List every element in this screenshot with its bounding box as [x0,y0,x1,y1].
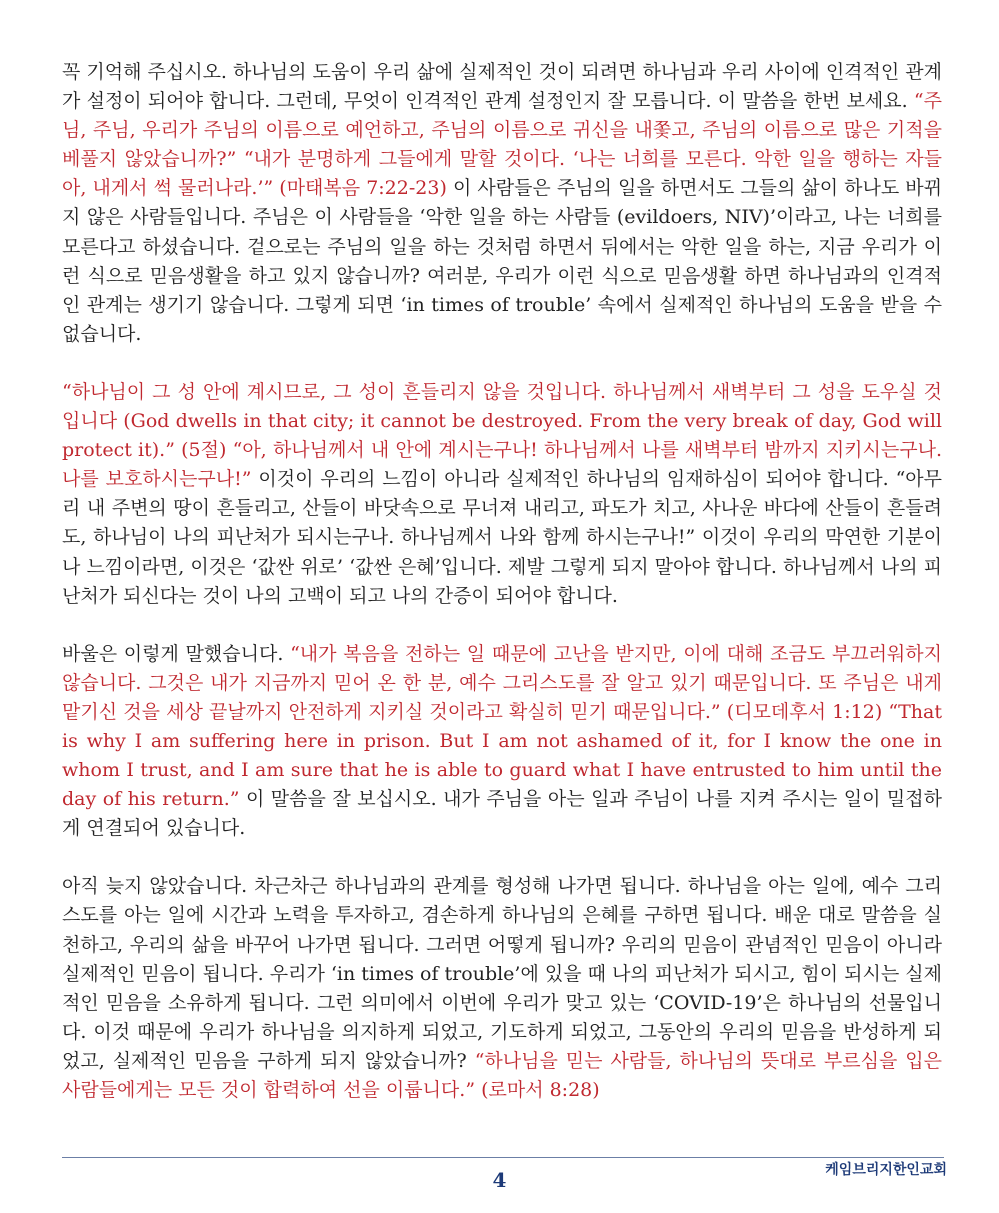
scripture-quote: “하나님이 그 성 안에 계시므로, 그 성이 흔들리지 않을 것입니다. 하나님께서 새벽부터 그 성을 도우실 것입니다 (God dwells in that city; it cannot be destroyed. From the very break of day, God will protect it).” (5절) “아, 하나님께서 내 안에 계시는구나! 하나님께서 나를 새벽부터 밤까지 지키시는구나. 나를 보호하시는구나!” [62,380,942,491]
church-name: 케임브리지한인교회 [825,1162,947,1178]
body-text: 꼭 기억해 주십시오. 하나님의 도움이 우리 삶에 실제적인 것이 되려면 하나님과 우리 사이에 인격적인 관계가 설정이 되어야 합니다. 그런데, 무엇이 인격적인 관계 설정인지 잘 모릅니다. 이 말씀을 한번 보세요. [62,61,942,113]
scripture-quote: “주님, 주님, 우리가 주님의 이름으로 예언하고, 주님의 이름으로 귀신을 내쫓고, 주님의 이름으로 많은 기적을 베풀지 않았습니까?” “내가 분명하게 그들에게 말할 것이다. ‘나는 너희를 모른다. 악한 일을 행하는 자들아, 내게서 썩 물러나라.’” (마태복음 7:22-23) [62,90,942,200]
body-text: 이 말씀을 잘 보십시오. 내가 주님을 아는 일과 주님이 나를 지켜 주시는 일이 밀접하게 연결되어 있습니다. [62,788,942,840]
body-text: 아직 늦지 않았습니다. 차근차근 하나님과의 관계를 형성해 나가면 됩니다. 하나님을 아는 일에, 예수 그리스도를 아는 일에 시간과 노력을 투자하고, 겸손하게 하나님의 은혜를 구하면 됩니다. 배운 대로 말씀을 실천하고, 우리의 삶을 바꾸어 나가면 됩니다. 그러면 어떻게 됩니까? 우리의 믿음이 관념적인 믿음이 아니라 실제적인 믿음이 됩니다. 우리가 ‘in times of trouble’에 있을 때 나의 피난처가 되시고, 힘이 되시는 실제적인 믿음을 소유하게 됩니다. 그런 의미에서 이번에 우리가 맞고 있는 ‘COVID-19’은 하나님의 선물입니다. 이것 때문에 우리가 하나님을 의지하게 되었고, 기도하게 되었고, 그동안의 우리의 믿음을 반성하게 되었고, 실제적인 믿음을 구하게 되지 않았습니까? [62,875,942,1072]
scripture-quote: “내가 복음을 전하는 일 때문에 고난을 받지만, 이에 대해 조금도 부끄러워하지 않습니다. 그것은 내가 지금까지 믿어 온 한 분, 예수 그리스도를 잘 알고 있기 때문입니다. 또 주님은 내게 맡기신 것을 세상 끝날까지 안전하게 지키실 것이라고 확실히 믿기 때문입니다.” (디모데후서 1:12) “That is why I am suffering here in prison. But I am not ashamed of it, for I know the one in whom I trust, and I am sure that he is able to guard what I have entrusted to him until the day of his return.” [62,642,942,811]
paragraph-1 [62,58,942,349]
body-text: 이것이 우리의 느낌이 아니라 실제적인 하나님의 임재하심이 되어야 합니다. “아무리 내 주변의 땅이 흔들리고, 산들이 바닷속으로 무너져 내리고, 파도가 치고, 사나운 바다에 산들이 흔들려도, 하나님이 나의 피난처가 되시는구나. 하나님께서 나와 함께 하시는구나!” 이것이 우리의 막연한 기분이나 느낌이라면, 이것은 ‘값싼 위로’ ‘값싼 은혜’입니다. 제발 그렇게 되지 말아야 합니다. 하나님께서 나의 피난처가 되신다는 것이 나의 고백이 되고 나의 간증이 되어야 합니다. [62,468,942,607]
paragraph-4 [62,872,942,1105]
body-text: 이 사람들은 주님의 일을 하면서도 그들의 삶이 하나도 바뀌지 않은 사람들입니다. 주님은 이 사람들을 ‘악한 일을 하는 사람들 (evildoers, NIV)’이라고, 나는 너희를 모른다고 하셨습니다. 겉으로는 주님의 일을 하는 것처럼 하면서 뒤에서는 악한 일을 하는, 지금 우리가 이런 식으로 믿음생활을 하고 있지 않습니까? 여러분, 우리가 이런 식으로 믿음생활 하면 하나님과의 인격적인 관계는 생기기 않습니다. 그렇게 되면 ‘in times of trouble’ 속에서 실제적인 하나님의 도움을 받을 수 없습니다. [62,177,942,345]
footer-divider [62,1157,944,1158]
paragraph-2 [62,378,942,611]
sermon-body [62,58,942,1134]
body-text: 바울은 이렇게 말했습니다. [62,642,291,665]
paragraph-3 [62,640,942,844]
page-number: 4 [492,1168,507,1192]
scripture-quote: “하나님을 믿는 사람들, 하나님의 뜻대로 부르심을 입은 사람들에게는 모든 것이 합력하여 선을 이룹니다.” (로마서 8:28) [62,1049,942,1101]
